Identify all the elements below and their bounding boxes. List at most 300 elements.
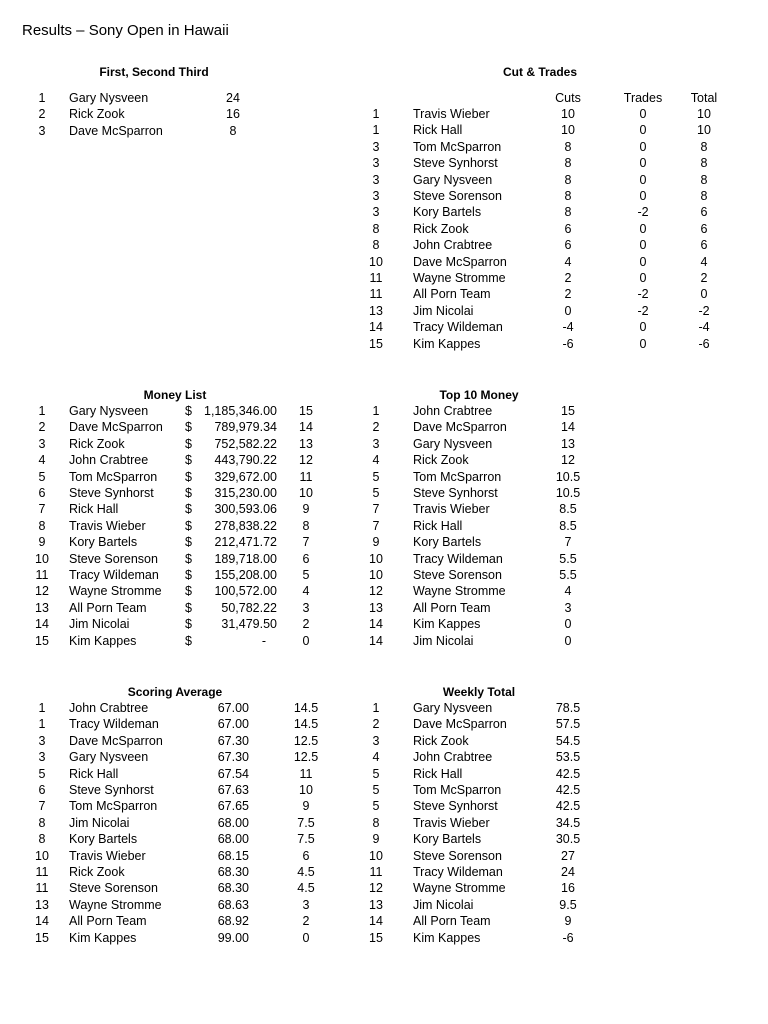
money-amount: 155,208.00: [214, 568, 277, 582]
cuts-cell: 2: [564, 271, 572, 285]
rank-cell: 8: [38, 815, 46, 830]
points-cell: 4.5: [297, 865, 315, 879]
points-cell: 27: [561, 848, 575, 863]
points-cell: 10: [299, 486, 313, 500]
trades-cell: 0: [639, 107, 647, 121]
trades-cell: 0: [639, 189, 647, 203]
scoring-average-value: 68.00: [217, 815, 249, 830]
currency-symbol: $: [185, 420, 192, 435]
rank-cell: 7: [372, 518, 380, 533]
points-cell: 5.5: [559, 551, 577, 566]
player-name: Steve Synhorst: [69, 783, 154, 797]
points-cell: 78.5: [555, 701, 581, 715]
player-name: Dave McSparron: [413, 254, 507, 269]
player-name: Rick Hall: [69, 766, 119, 781]
trades-cell: 0: [639, 123, 647, 138]
rank-cell: 3: [372, 205, 380, 220]
money-amount: 300,593.06: [214, 502, 277, 517]
player-name: Steve Synhorst: [413, 486, 498, 500]
points-cell: 9: [302, 799, 310, 814]
player-name: All Porn Team: [413, 914, 491, 929]
player-name: Rick Hall: [413, 518, 463, 533]
currency-symbol: $: [185, 502, 192, 517]
player-name: Wayne Stromme: [69, 897, 162, 912]
points-cell: 0: [302, 930, 310, 945]
currency-symbol: $: [185, 535, 192, 550]
player-name: All Porn Team: [413, 600, 491, 615]
rank-cell: 13: [35, 897, 49, 912]
player-name: Tom McSparron: [69, 799, 158, 814]
currency-symbol: $: [185, 486, 192, 500]
player-name: Rick Zook: [413, 453, 469, 468]
cuts-cell: -4: [562, 320, 574, 335]
scoring-average-value: 67.30: [217, 733, 249, 748]
rank-cell: 3: [372, 189, 380, 203]
total-cell: -6: [698, 336, 710, 351]
points-cell: 7.5: [297, 832, 315, 847]
rank-cell: 13: [35, 600, 49, 615]
player-name: Kory Bartels: [413, 205, 482, 220]
rank-cell: 5: [38, 766, 46, 781]
currency-symbol: $: [185, 551, 192, 566]
points-cell: 7: [302, 535, 310, 550]
rank-cell: 1: [372, 123, 380, 138]
scoring-average-value: 67.00: [217, 701, 249, 715]
cuts-cell: 8: [564, 172, 572, 187]
rank-cell: 2: [372, 420, 380, 435]
points-cell: 34.5: [555, 815, 581, 830]
rank-cell: 11: [35, 865, 49, 879]
rank-cell: 5: [372, 486, 380, 500]
rank-cell: 7: [38, 502, 46, 517]
currency-symbol: $: [185, 600, 192, 615]
cuts-cell: 0: [564, 303, 572, 318]
player-name: Steve Synhorst: [69, 486, 154, 500]
total-cell: 8: [700, 139, 708, 154]
rank-cell: 5: [372, 799, 380, 814]
currency-symbol: $: [185, 584, 192, 599]
rank-cell: 10: [369, 254, 383, 269]
rank-cell: 9: [372, 832, 380, 847]
points-cell: 10.5: [555, 469, 581, 484]
section-title-money-list: Money List: [143, 388, 207, 402]
points-cell: 5.5: [559, 568, 577, 582]
player-name: Dave McSparron: [413, 717, 507, 732]
money-amount: 278,838.22: [214, 518, 277, 533]
trades-cell: 0: [639, 271, 647, 285]
player-name: Kory Bartels: [69, 535, 138, 550]
rank-cell: 12: [35, 584, 49, 599]
rank-cell: 13: [369, 897, 383, 912]
trades-cell: 0: [639, 320, 647, 335]
points-cell: 14: [299, 420, 313, 435]
column-header-total: Total: [690, 91, 718, 105]
rank-cell: 12: [369, 584, 383, 599]
player-name: Gary Nysveen: [69, 404, 149, 418]
rank-cell: 15: [35, 930, 49, 945]
rank-cell: 3: [38, 123, 46, 138]
player-name: Tracy Wildeman: [69, 717, 159, 732]
trades-cell: -2: [637, 303, 649, 318]
player-name: Rick Zook: [69, 107, 125, 122]
trades-cell: 0: [639, 172, 647, 187]
points-cell: 42.5: [555, 766, 581, 781]
money-amount: -: [261, 633, 266, 648]
total-cell: 6: [700, 238, 708, 253]
cuts-cell: 8: [564, 189, 572, 203]
cuts-cell: 10: [561, 107, 575, 121]
player-name: Kory Bartels: [413, 832, 482, 847]
section-title-first-second-third: First, Second Third: [99, 65, 209, 79]
rank-cell: 3: [372, 139, 380, 154]
scoring-average-value: 67.30: [217, 750, 249, 765]
player-name: Jim Nicolai: [413, 303, 474, 318]
rank-cell: 8: [372, 238, 380, 253]
player-name: Jim Nicolai: [413, 897, 474, 912]
player-name: Kory Bartels: [69, 832, 138, 847]
rank-cell: 5: [372, 783, 380, 797]
currency-symbol: $: [185, 404, 192, 418]
points-cell: 0: [564, 633, 572, 648]
player-name: Kim Kappes: [69, 633, 137, 648]
player-name: Kim Kappes: [413, 617, 481, 632]
rank-cell: 12: [369, 881, 383, 896]
rank-cell: 11: [369, 287, 383, 302]
rank-cell: 9: [38, 535, 46, 550]
total-cell: 10: [697, 107, 711, 121]
rank-cell: 10: [35, 848, 49, 863]
player-name: Rick Hall: [69, 502, 119, 517]
section-title-top-10-money: Top 10 Money: [439, 388, 519, 402]
points-cell: 8.5: [559, 518, 577, 533]
trades-cell: 0: [639, 221, 647, 236]
rank-cell: 10: [369, 848, 383, 863]
player-name: Tracy Wildeman: [413, 320, 503, 335]
cuts-cell: 8: [564, 205, 572, 220]
points-cell: 9: [302, 502, 310, 517]
player-name: Jim Nicolai: [69, 617, 130, 632]
rank-cell: 11: [369, 865, 383, 879]
total-cell: 2: [700, 271, 708, 285]
player-name: Dave McSparron: [69, 123, 163, 138]
player-name: All Porn Team: [69, 600, 147, 615]
rank-cell: 1: [372, 701, 380, 715]
points-cell: 4: [302, 584, 310, 599]
total-cell: 4: [700, 254, 708, 269]
page-title: Results – Sony Open in Hawaii: [22, 22, 229, 39]
points-cell: 0: [302, 633, 310, 648]
rank-cell: 10: [35, 551, 49, 566]
scoring-average-value: 67.00: [217, 717, 249, 732]
player-name: Jim Nicolai: [413, 633, 474, 648]
player-name: Travis Wieber: [413, 815, 490, 830]
rank-cell: 2: [38, 420, 46, 435]
cuts-cell: 10: [561, 123, 575, 138]
money-amount: 189,718.00: [214, 551, 277, 566]
rank-cell: 8: [372, 815, 380, 830]
rank-cell: 13: [369, 600, 383, 615]
scoring-average-value: 68.00: [217, 832, 249, 847]
player-name: Steve Synhorst: [413, 156, 498, 171]
points-cell: 16: [226, 107, 240, 122]
player-name: Gary Nysveen: [413, 172, 493, 187]
rank-cell: 5: [38, 469, 46, 484]
player-name: Tom McSparron: [69, 469, 158, 484]
points-cell: 13: [561, 436, 575, 451]
points-cell: 11: [299, 766, 313, 781]
scoring-average-value: 67.65: [217, 799, 249, 814]
total-cell: 6: [700, 221, 708, 236]
player-name: John Crabtree: [69, 453, 149, 468]
trades-cell: 0: [639, 254, 647, 269]
points-cell: 57.5: [555, 717, 581, 732]
points-cell: 15: [299, 404, 313, 418]
points-cell: 3: [564, 600, 572, 615]
scoring-average-value: 67.54: [217, 766, 249, 781]
scoring-average-value: 99.00: [217, 930, 249, 945]
points-cell: 14.5: [293, 701, 319, 715]
player-name: Kim Kappes: [413, 336, 481, 351]
player-name: Wayne Stromme: [413, 271, 506, 285]
points-cell: 24: [561, 865, 575, 879]
player-name: John Crabtree: [413, 404, 493, 418]
points-cell: 5: [302, 568, 310, 582]
points-cell: 9.5: [559, 897, 577, 912]
points-cell: 14: [561, 420, 575, 435]
player-name: Tom McSparron: [413, 139, 502, 154]
rank-cell: 9: [372, 535, 380, 550]
points-cell: 12.5: [293, 750, 319, 765]
rank-cell: 4: [38, 453, 46, 468]
player-name: Gary Nysveen: [69, 91, 149, 105]
points-cell: 13: [299, 436, 313, 451]
points-cell: 4: [564, 584, 572, 599]
player-name: Gary Nysveen: [413, 701, 493, 715]
money-amount: 315,230.00: [214, 486, 277, 500]
player-name: Travis Wieber: [69, 518, 146, 533]
rank-cell: 1: [38, 91, 46, 105]
player-name: John Crabtree: [413, 750, 493, 765]
trades-cell: -2: [637, 287, 649, 302]
total-cell: -2: [698, 303, 710, 318]
player-name: Travis Wieber: [69, 848, 146, 863]
points-cell: 30.5: [555, 832, 581, 847]
trades-cell: 0: [639, 336, 647, 351]
rank-cell: 1: [372, 107, 380, 121]
points-cell: -6: [562, 930, 574, 945]
player-name: Travis Wieber: [413, 107, 490, 121]
points-cell: 8.5: [559, 502, 577, 517]
points-cell: 53.5: [555, 750, 581, 765]
points-cell: 3: [302, 600, 310, 615]
points-cell: 12.5: [293, 733, 319, 748]
player-name: Steve Synhorst: [413, 799, 498, 814]
rank-cell: 6: [38, 486, 46, 500]
scoring-average-value: 68.92: [217, 914, 249, 929]
player-name: Tracy Wildeman: [413, 551, 503, 566]
cuts-cell: 6: [564, 238, 572, 253]
points-cell: 8: [229, 123, 237, 138]
rank-cell: 3: [372, 733, 380, 748]
player-name: Tom McSparron: [413, 783, 502, 797]
points-cell: 3: [302, 897, 310, 912]
player-name: Rick Hall: [413, 766, 463, 781]
rank-cell: 2: [372, 717, 380, 732]
points-cell: 9: [564, 914, 572, 929]
rank-cell: 14: [35, 617, 49, 632]
rank-cell: 1: [372, 404, 380, 418]
rank-cell: 15: [369, 336, 383, 351]
player-name: Kim Kappes: [413, 930, 481, 945]
money-amount: 31,479.50: [221, 617, 277, 632]
rank-cell: 3: [38, 750, 46, 765]
points-cell: 11: [299, 469, 313, 484]
cuts-cell: 2: [564, 287, 572, 302]
player-name: Kory Bartels: [413, 535, 482, 550]
player-name: Rick Zook: [69, 436, 125, 451]
rank-cell: 10: [369, 568, 383, 582]
scoring-average-value: 68.30: [217, 881, 249, 896]
points-cell: 6: [302, 551, 310, 566]
trades-cell: 0: [639, 238, 647, 253]
currency-symbol: $: [185, 568, 192, 582]
scoring-average-value: 68.15: [217, 848, 249, 863]
rank-cell: 11: [35, 881, 49, 896]
player-name: Steve Sorenson: [413, 189, 502, 203]
rank-cell: 3: [38, 733, 46, 748]
rank-cell: 11: [35, 568, 49, 582]
rank-cell: 5: [372, 469, 380, 484]
rank-cell: 1: [38, 717, 46, 732]
points-cell: 4.5: [297, 881, 315, 896]
total-cell: 8: [700, 156, 708, 171]
points-cell: 0: [564, 617, 572, 632]
points-cell: 42.5: [555, 799, 581, 814]
cuts-cell: 4: [564, 254, 572, 269]
player-name: All Porn Team: [413, 287, 491, 302]
rank-cell: 4: [372, 453, 380, 468]
player-name: Rick Zook: [413, 221, 469, 236]
money-amount: 212,471.72: [214, 535, 277, 550]
rank-cell: 7: [372, 502, 380, 517]
player-name: Wayne Stromme: [69, 584, 162, 599]
money-amount: 443,790.22: [214, 453, 277, 468]
column-header-cuts: Cuts: [555, 91, 581, 105]
rank-cell: 3: [372, 172, 380, 187]
money-amount: 100,572.00: [214, 584, 277, 599]
player-name: Rick Zook: [69, 865, 125, 879]
player-name: Dave McSparron: [69, 420, 163, 435]
points-cell: 7.5: [297, 815, 315, 830]
rank-cell: 1: [38, 701, 46, 715]
total-cell: 8: [700, 172, 708, 187]
rank-cell: 14: [35, 914, 49, 929]
trades-cell: 0: [639, 156, 647, 171]
points-cell: 2: [302, 617, 310, 632]
currency-symbol: $: [185, 518, 192, 533]
points-cell: 42.5: [555, 783, 581, 797]
points-cell: 8: [302, 518, 310, 533]
player-name: Rick Zook: [413, 733, 469, 748]
rank-cell: 5: [372, 766, 380, 781]
player-name: John Crabtree: [69, 701, 149, 715]
rank-cell: 14: [369, 617, 383, 632]
total-cell: 10: [697, 123, 711, 138]
scoring-average-value: 68.63: [217, 897, 249, 912]
currency-symbol: $: [185, 617, 192, 632]
points-cell: 10.5: [555, 486, 581, 500]
rank-cell: 6: [38, 783, 46, 797]
player-name: Dave McSparron: [413, 420, 507, 435]
rank-cell: 14: [369, 914, 383, 929]
rank-cell: 3: [38, 436, 46, 451]
player-name: Dave McSparron: [69, 733, 163, 748]
player-name: Steve Sorenson: [69, 881, 158, 896]
player-name: Steve Sorenson: [413, 848, 502, 863]
trades-cell: 0: [639, 139, 647, 154]
column-header-trades: Trades: [623, 91, 663, 105]
total-cell: 0: [700, 287, 708, 302]
points-cell: 7: [564, 535, 572, 550]
player-name: Steve Sorenson: [413, 568, 502, 582]
player-name: Steve Sorenson: [69, 551, 158, 566]
player-name: Tracy Wildeman: [69, 568, 159, 582]
player-name: All Porn Team: [69, 914, 147, 929]
points-cell: 24: [226, 91, 240, 105]
scoring-average-value: 67.63: [217, 783, 249, 797]
rank-cell: 10: [369, 551, 383, 566]
money-amount: 789,979.34: [214, 420, 277, 435]
rank-cell: 8: [372, 221, 380, 236]
money-amount: 752,582.22: [214, 436, 277, 451]
total-cell: -4: [698, 320, 710, 335]
points-cell: 54.5: [555, 733, 581, 748]
points-cell: 15: [561, 404, 575, 418]
player-name: Gary Nysveen: [69, 750, 149, 765]
total-cell: 8: [700, 189, 708, 203]
cuts-cell: 8: [564, 139, 572, 154]
points-cell: 12: [299, 453, 313, 468]
cuts-cell: 6: [564, 221, 572, 236]
player-name: Wayne Stromme: [413, 881, 506, 896]
money-amount: 329,672.00: [214, 469, 277, 484]
player-name: Wayne Stromme: [413, 584, 506, 599]
rank-cell: 15: [35, 633, 49, 648]
player-name: Rick Hall: [413, 123, 463, 138]
cuts-cell: -6: [562, 336, 574, 351]
rank-cell: 8: [38, 518, 46, 533]
points-cell: 14.5: [293, 717, 319, 732]
rank-cell: 4: [372, 750, 380, 765]
points-cell: 16: [561, 881, 575, 896]
currency-symbol: $: [185, 469, 192, 484]
points-cell: 10: [299, 783, 313, 797]
rank-cell: 2: [38, 107, 46, 122]
rank-cell: 11: [369, 271, 383, 285]
rank-cell: 8: [38, 832, 46, 847]
currency-symbol: $: [185, 453, 192, 468]
section-title-cut-trades: Cut & Trades: [502, 65, 578, 79]
rank-cell: 3: [372, 156, 380, 171]
rank-cell: 1: [38, 404, 46, 418]
player-name: Tracy Wildeman: [413, 865, 503, 879]
rank-cell: 7: [38, 799, 46, 814]
trades-cell: -2: [637, 205, 649, 220]
player-name: Kim Kappes: [69, 930, 137, 945]
player-name: Travis Wieber: [413, 502, 490, 517]
player-name: John Crabtree: [413, 238, 493, 253]
points-cell: 2: [302, 914, 310, 929]
